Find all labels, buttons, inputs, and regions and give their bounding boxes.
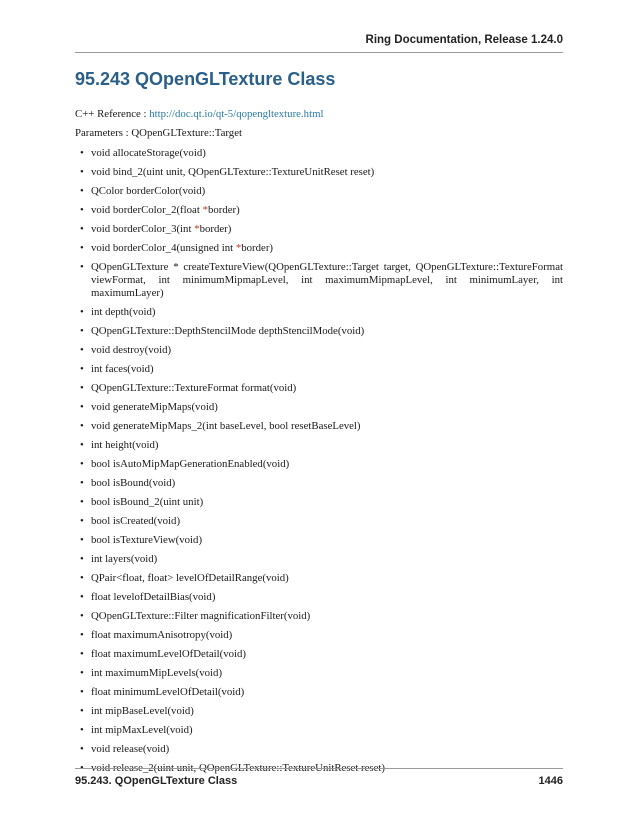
bullet: •: [80, 591, 84, 603]
method-signature-tail: border): [241, 242, 274, 254]
bullet: •: [80, 401, 84, 413]
bullet: •: [80, 648, 84, 660]
bullet: •: [80, 762, 84, 774]
method-item: [75, 591, 563, 604]
method-item: [75, 724, 563, 737]
method-signature: QOpenGLTexture * createTextureView(QOpenGLTexture::Target target, QOpenGLTexture::TextureFormat viewFormat, int minimumMipmapLevel, int maximumMipmapLevel, int minimumLayer, int maximumLayer): [91, 261, 563, 299]
cpp-reference-label: C++ Reference :: [75, 108, 150, 120]
method-item: [75, 515, 563, 528]
footer-section-label: 95.243. QOpenGLTexture Class: [75, 775, 238, 787]
method-item: [75, 223, 563, 236]
method-item: [75, 401, 563, 414]
parameters-line: Parameters : QOpenGLTexture::Target: [75, 127, 242, 139]
bullet: •: [80, 306, 84, 318]
method-item: [75, 344, 563, 357]
method-item: [75, 667, 563, 680]
method-item: [75, 648, 563, 661]
method-item: [75, 610, 563, 623]
bullet: •: [80, 686, 84, 698]
method-signature: bool isTextureView(void): [91, 534, 203, 546]
method-item: [75, 534, 563, 547]
method-item: [75, 629, 563, 642]
method-item: [75, 204, 563, 217]
method-signature: void generateMipMaps(void): [91, 401, 218, 413]
cpp-reference-link[interactable]: http://doc.qt.io/qt-5/qopengltexture.html: [149, 108, 324, 120]
pointer-marker: *: [194, 223, 200, 235]
method-signature: int layers(void): [91, 553, 158, 565]
method-signature: void bind_2(uint unit, QOpenGLTexture::TextureUnitReset reset): [91, 166, 375, 178]
bullet: •: [80, 204, 84, 216]
bullet: •: [80, 496, 84, 508]
method-item: [75, 306, 563, 319]
method-item: [75, 477, 563, 490]
bullet: •: [80, 553, 84, 565]
method-signature: bool isBound(void): [91, 477, 176, 489]
method-signature: void borderColor_4(unsigned int: [91, 242, 236, 254]
method-signature: int height(void): [91, 439, 159, 451]
running-header: Ring Documentation, Release 1.24.0: [365, 34, 563, 46]
method-signature-tail: border): [207, 204, 240, 216]
method-item: [75, 166, 563, 179]
method-signature: void allocateStorage(void): [91, 147, 206, 159]
method-signature: void release(void): [91, 743, 170, 755]
bullet: •: [80, 705, 84, 717]
bullet: •: [80, 439, 84, 451]
bullet: •: [80, 724, 84, 736]
bullet: •: [80, 667, 84, 679]
method-item: [75, 242, 563, 255]
bullet: •: [80, 166, 84, 178]
method-signature: QColor borderColor(void): [91, 185, 206, 197]
cpp-reference: [75, 108, 323, 120]
bullet: •: [80, 344, 84, 356]
method-signature: void generateMipMaps_2(int baseLevel, bool resetBaseLevel): [91, 420, 361, 432]
method-signature: float minimumLevelOfDetail(void): [91, 686, 245, 698]
method-signature: int depth(void): [91, 306, 156, 318]
method-item: [75, 686, 563, 699]
bullet: •: [80, 572, 84, 584]
bullet: •: [80, 185, 84, 197]
method-item: [75, 420, 563, 433]
pointer-marker: *: [202, 204, 208, 216]
method-item: [75, 261, 563, 300]
method-signature: void release_2(uint unit, QOpenGLTexture::TextureUnitReset reset): [91, 762, 386, 774]
pointer-marker: *: [235, 242, 242, 254]
bullet: •: [80, 147, 84, 159]
method-signature: bool isAutoMipMapGenerationEnabled(void): [91, 458, 290, 470]
method-signature: void destroy(void): [91, 344, 172, 356]
bullet: •: [80, 629, 84, 641]
method-signature: int mipBaseLevel(void): [91, 705, 194, 717]
footer-page-number: 1446: [538, 775, 563, 787]
bullet: •: [80, 242, 84, 254]
method-signature: QOpenGLTexture::TextureFormat format(void): [91, 382, 297, 394]
bullet: •: [80, 477, 84, 489]
method-item: [75, 363, 563, 376]
method-signature: int mipMaxLevel(void): [91, 724, 193, 736]
header-rule: [75, 52, 563, 53]
method-signature: int faces(void): [91, 363, 154, 375]
bullet: •: [80, 223, 84, 235]
method-signature: bool isCreated(void): [91, 515, 181, 527]
method-item: [75, 185, 563, 198]
method-signature: float maximumAnisotropy(void): [91, 629, 233, 641]
method-signature: QOpenGLTexture::Filter magnificationFilter(void): [91, 610, 311, 622]
bullet: •: [80, 363, 84, 375]
bullet: •: [80, 382, 84, 394]
bullet: •: [80, 458, 84, 470]
method-signature: int maximumMipLevels(void): [91, 667, 223, 679]
method-item: [75, 325, 563, 338]
bullet: •: [80, 515, 84, 527]
section-title: 95.243 QOpenGLTexture Class: [75, 69, 336, 89]
method-item: [75, 743, 563, 756]
bullet: •: [80, 420, 84, 432]
method-item: [75, 458, 563, 471]
method-signature: float maximumLevelOfDetail(void): [91, 648, 247, 660]
bullet: •: [80, 325, 84, 337]
method-signature: QPair<float, float> levelOfDetailRange(void): [91, 572, 289, 584]
method-item: [75, 553, 563, 566]
footer-rule: [75, 768, 563, 769]
method-signature: float levelofDetailBias(void): [91, 591, 216, 603]
method-item: [75, 147, 563, 160]
method-item: [75, 382, 563, 395]
method-item: [75, 572, 563, 585]
bullet: •: [80, 261, 84, 273]
bullet: •: [80, 534, 84, 546]
method-signature-tail: border): [199, 223, 232, 235]
bullet: •: [80, 743, 84, 755]
method-item: [75, 705, 563, 718]
method-list: [75, 147, 563, 781]
method-item: [75, 439, 563, 452]
method-signature: bool isBound_2(uint unit): [91, 496, 204, 508]
method-signature: void borderColor_2(float: [91, 204, 203, 216]
method-signature: void borderColor_3(int: [91, 223, 195, 235]
method-item: [75, 496, 563, 509]
bullet: •: [80, 610, 84, 622]
method-signature: QOpenGLTexture::DepthStencilMode depthStencilMode(void): [91, 325, 365, 337]
